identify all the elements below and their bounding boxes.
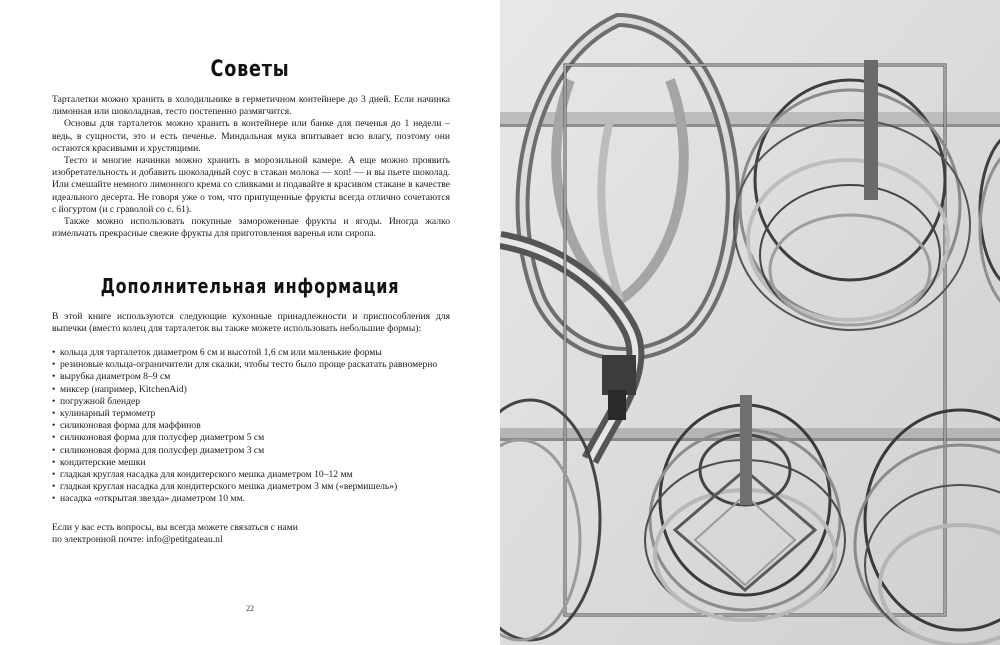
page-number: 22 [246,604,254,613]
equipment-item: • кулинарный термометр [52,408,472,420]
equipment-item: • кондитерские мешки [52,457,472,469]
contact-line: Если у вас есть вопросы, вы всегда можете связаться с нами [52,522,298,533]
info-intro-text: В этой книге используются следующие кухонные принадлежности и приспособления для выпечки (вместо колец для тарталеток вы также можете использовать небольшие формы): [52,311,450,335]
equipment-item: • кольца для тарталеток диаметром 6 см и высотой 1,6 см или маленькие формы [52,347,472,359]
equipment-item: • гладкая круглая насадка для кондитерского мешка диаметром 10–12 мм [52,469,472,481]
equipment-item: • силиконовая форма для полусфер диаметром 3 см [52,445,472,457]
contact-text [52,522,450,546]
equipment-item: • резиновые кольца-ограничители для скалки, чтобы тесто было проще раскатать равномерно [52,359,472,371]
equipment-list [52,347,472,506]
info-heading: Дополнительная информация [100,274,400,298]
equipment-item: • вырубка диаметром 8–9 см [52,371,472,383]
tips-paragraph: Также можно использовать покупные замороженные фрукты и ягоды. Иногда жалко измельчать прекрасные свежие фрукты для приготовления варенья или сиропа. [52,216,450,240]
tips-paragraph: Тесто и многие начинки можно хранить в морозильной камере. А еще можно проявить изобретательность и добавить шоколадный соус в стакан молока — хоп! — и вы пьете шоколад. Или смешайте немного лимонного крема со сливками и подавайте в красивом стакане в качестве идеального десерта. Не говоря уже о том, что припущенные фрукты всегда отлично сочетаются с йогуртом (и с граволой со с. 61). [52,155,450,215]
equipment-item: • миксер (например, KitchenAid) [52,384,472,396]
tips-heading: Советы [210,57,290,82]
photo-illustration [500,0,1000,645]
tips-text [52,94,450,240]
equipment-item: • силиконовая форма для маффинов [52,420,472,432]
tips-paragraph: Тарталетки можно хранить в холодильнике в герметичном контейнере до 3 дней. Если начинка лимонная или шоколадная, тесто постепенно размягчится. [52,94,450,118]
tips-paragraph: Основы для тарталеток можно хранить в контейнере или банке для печенья до 1 недели – ведь, в сущности, это и есть печенье. Миндальная мука впитывает всю влагу, поэтому они остаются красивыми и хрустящими. [52,118,450,154]
equipment-item: • погружной блендер [52,396,472,408]
contact-email-line: по электронной почте: info@petitgateau.nl [52,534,223,546]
equipment-item: • гладкая круглая насадка для кондитерского мешка диаметром 3 мм («вермишель») [52,481,472,493]
photo [500,0,1000,645]
info-intro [52,311,450,335]
equipment-item: • силиконовая форма для полусфер диаметром 5 см [52,432,472,444]
equipment-item: • насадка «открытая звезда» диаметром 10 мм. [52,493,472,505]
